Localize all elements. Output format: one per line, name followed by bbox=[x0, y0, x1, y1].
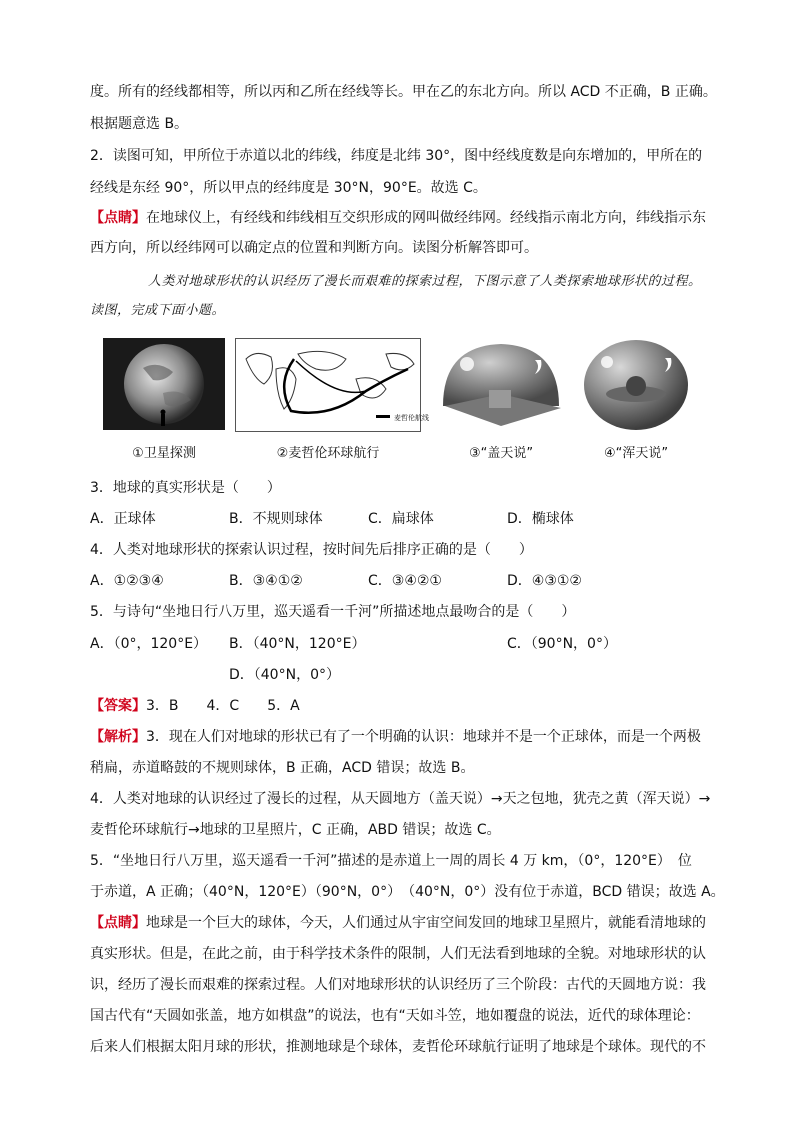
option-b: B．③④①② bbox=[229, 573, 303, 589]
canopy-heaven-image bbox=[437, 338, 565, 432]
option-a: A．（0°，120°E） bbox=[90, 636, 208, 652]
tip-line: 真实形状。但是，在此之前，由于科学技术条件的限制，人们无法看到地球的全貌。对地球形状的认 bbox=[90, 946, 706, 962]
analysis-line: 麦哲伦环球航行→地球的卫星照片，C 正确，ABD 错误；故选 C。 bbox=[90, 822, 501, 838]
option-c: C．扁球体 bbox=[368, 511, 434, 527]
tip-tag: 【点睛】 bbox=[90, 210, 146, 226]
figure-caption: ②麦哲伦环球航行 bbox=[276, 446, 380, 461]
analysis-line: 于赤道，A 正确；（40°N，120°E）（90°N，0°） （40°N，0°）没有位于赤道，BCD 错误；故选 A。 bbox=[90, 884, 725, 900]
intro-text: 读图，完成下面小题。 bbox=[90, 303, 226, 318]
figure-caption: ①卫星探测 bbox=[132, 446, 196, 461]
tip-tag: 【点睛】 bbox=[90, 915, 146, 931]
option-d: D．（40°N，0°） bbox=[229, 667, 340, 683]
satellite-earth-image bbox=[103, 338, 225, 430]
intro-text: 人类对地球形状的认识经历了漫长而艰难的探索过程，下图示意了人类探索地球形状的过程。 bbox=[148, 274, 702, 289]
text-line: 经线是东经 90°，所以甲点的经纬度是 30°N，90°E。故选 C。 bbox=[90, 180, 487, 196]
option-d: D．④③①② bbox=[507, 573, 582, 589]
magellan-route-map bbox=[235, 338, 429, 432]
tip-line: 国古代有“天圆如张盖，地方如棋盘”的说法，也有“天如斗笠，地如覆盘的说法，近代的球体理论： bbox=[90, 1008, 700, 1024]
analysis-line: 5．“坐地日行八万里，巡天遥看一千河”描述的是赤道上一周的周长 4 万 km，（0°，120°E） 位 bbox=[90, 853, 692, 869]
analysis-line: 【解析】3．现在人们对地球的形状已有了一个明确的认识：地球并不是一个正球体，而是一个两极 bbox=[90, 729, 701, 745]
figure-caption: ④“浑天说” bbox=[603, 446, 669, 461]
question-4: 4．人类对地球形状的探索认识过程，按时间先后排序正确的是（ ） bbox=[90, 542, 533, 558]
option-a: A．①②③④ bbox=[90, 573, 164, 589]
question-3: 3．地球的真实形状是（ ） bbox=[90, 480, 281, 496]
option-c: C．③④②① bbox=[368, 573, 442, 589]
answer-tag: 【答案】 bbox=[90, 698, 146, 714]
celestial-sphere-image bbox=[581, 338, 691, 432]
analysis-line: 4．人类对地球的认识经过了漫长的过程，从天圆地方（盖天说）→天之包地，犹壳之黄（浑天说）→ bbox=[90, 791, 711, 807]
text-line: 西方向，所以经纬网可以确定点的位置和判断方向。读图分析解答即可。 bbox=[90, 240, 538, 256]
option-a: A．正球体 bbox=[90, 511, 156, 527]
text-line: 根据题意选 B。 bbox=[90, 116, 189, 132]
text-line: 2．读图可知，甲所位于赤道以北的纬线，纬度是北纬 30°，图中经线度数是向东增加的，甲所在的 bbox=[90, 148, 703, 164]
tip-line: 识，经历了漫长而艰难的探索过程。人们对地球形状的认识经历了三个阶段：古代的天圆地方说：我 bbox=[90, 977, 706, 993]
figure-caption: ③“盖天说” bbox=[468, 446, 534, 461]
text-line: 度。所有的经线都相等，所以丙和乙所在经线等长。甲在乙的东北方向。所以 ACD 不正确，B 正确。 bbox=[90, 84, 717, 100]
answer-line: 【答案】3．B 4．C 5．A bbox=[90, 698, 300, 714]
option-b: B．（40°N，120°E） bbox=[229, 636, 366, 652]
tip-line: 后来人们根据太阳月球的形状，推测地球是个球体，麦哲伦环球航行证明了地球是个球体。现代的不 bbox=[90, 1039, 706, 1055]
option-c: C．（90°N，0°） bbox=[507, 636, 617, 652]
option-d: D．椭球体 bbox=[507, 511, 574, 527]
analysis-line: 稍扁，赤道略鼓的不规则球体，B 正确，ACD 错误；故选 B。 bbox=[90, 760, 475, 776]
map-legend: 麦哲伦航线 bbox=[394, 414, 429, 422]
option-b: B．不规则球体 bbox=[229, 511, 323, 527]
analysis-tag: 【解析】 bbox=[90, 729, 146, 745]
question-5: 5．与诗句“坐地日行八万里，巡天遥看一千河”所描述地点最吻合的是（ ） bbox=[90, 604, 576, 620]
text-line: 【点睛】在地球仪上，有经线和纬线相互交织形成的网叫做经纬网。经线指示南北方向，纬线指示东 bbox=[90, 210, 706, 226]
tip-line: 【点睛】地球是一个巨大的球体，今天，人们通过从宇宙空间发回的地球卫星照片，就能看清地球的 bbox=[90, 915, 706, 931]
